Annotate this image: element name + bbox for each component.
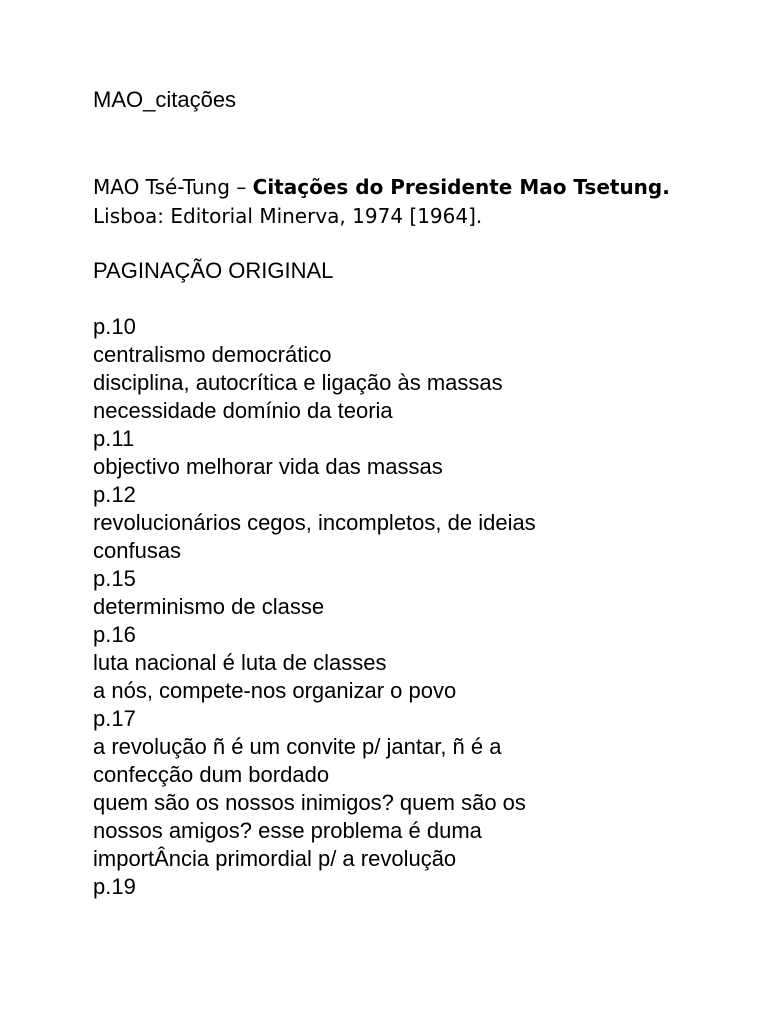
note-line: importÂncia primordial p/ a revolução xyxy=(93,846,457,871)
page-reference: p.10 xyxy=(93,314,136,339)
note-line: luta nacional é luta de classes xyxy=(93,650,387,675)
citation-author: MAO Tsé-Tung – xyxy=(93,175,253,199)
citation-publication: Lisboa: Editorial Minerva, 1974 [1964]. xyxy=(93,204,483,228)
note-line: necessidade domínio da teoria xyxy=(93,398,393,423)
bibliographic-citation xyxy=(93,173,733,231)
note-line: determinismo de classe xyxy=(93,594,325,619)
notes-list xyxy=(93,313,653,901)
note-line: confecção dum bordado xyxy=(93,762,330,787)
page-reference: p.12 xyxy=(93,482,136,507)
note-line: revolucionários cegos, incompletos, de ideias xyxy=(93,510,536,535)
note-line: a revolução ñ é um convite p/ jantar, ñ é a xyxy=(93,734,502,759)
section-heading: PAGINAÇÃO ORIGINAL xyxy=(93,258,334,283)
note-line: nossos amigos? esse problema é duma xyxy=(93,818,482,843)
note-line: confusas xyxy=(93,538,182,563)
document-title: MAO_citações xyxy=(93,87,237,112)
note-line: objectivo melhorar vida das massas xyxy=(93,454,443,479)
note-line: a nós, compete-nos organizar o povo xyxy=(93,678,457,703)
note-line: centralismo democrático xyxy=(93,342,332,367)
note-line: disciplina, autocrítica e ligação às massas xyxy=(93,370,503,395)
page-reference: p.15 xyxy=(93,566,136,591)
page-reference: p.19 xyxy=(93,874,136,899)
page-reference: p.11 xyxy=(93,426,135,451)
note-line: quem são os nossos inimigos? quem são os xyxy=(93,790,526,815)
page-reference: p.16 xyxy=(93,622,136,647)
citation-book-title: Citações do Presidente Mao Tsetung. xyxy=(252,175,670,199)
page-reference: p.17 xyxy=(93,706,136,731)
